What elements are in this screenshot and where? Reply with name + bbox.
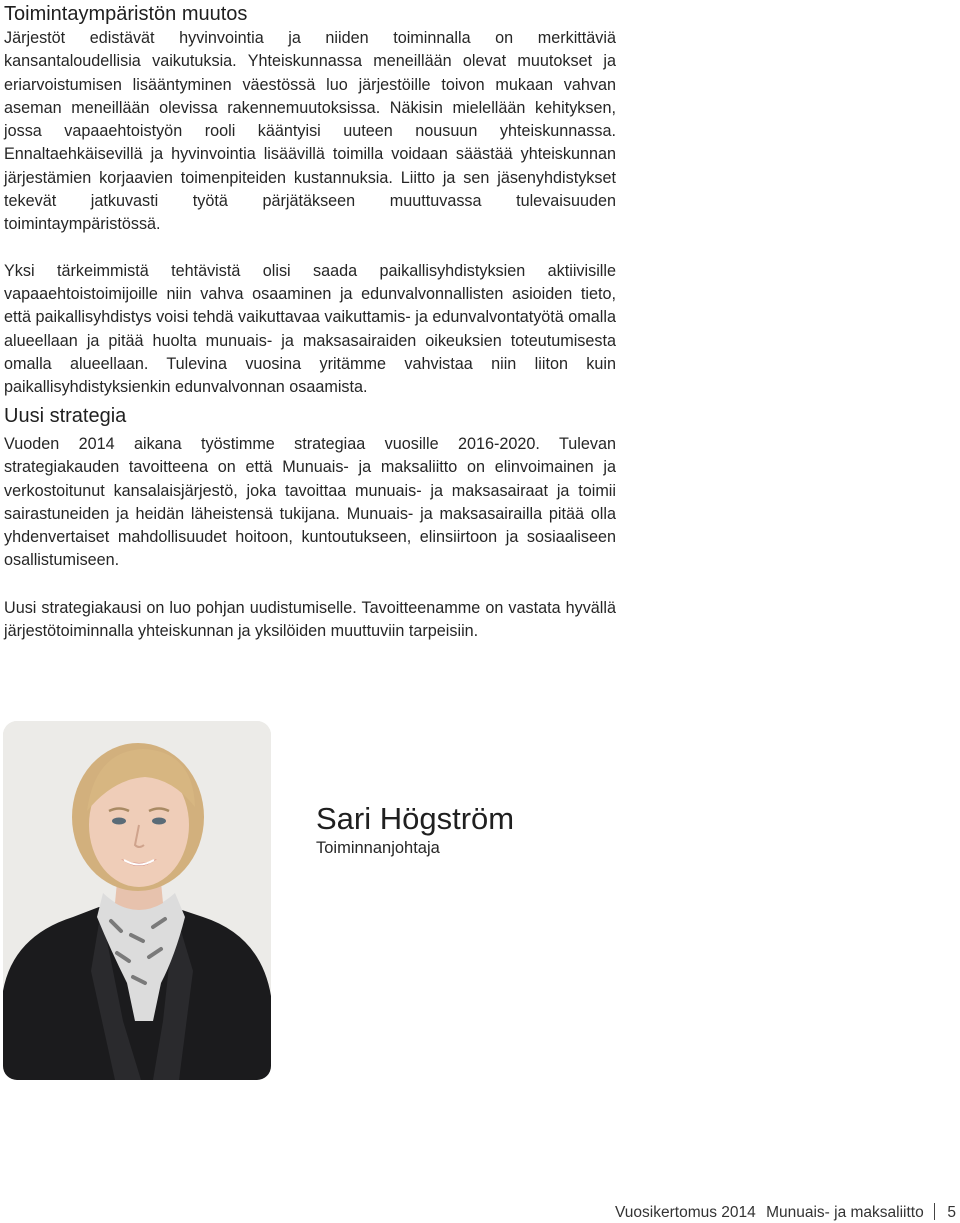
footer-separator	[934, 1203, 935, 1220]
footer-publication: Vuosikertomus 2014	[615, 1204, 756, 1221]
person-caption	[316, 800, 514, 858]
page-footer	[615, 1203, 956, 1223]
body-paragraph: Järjestöt edistävät hyvinvointia ja niiden toiminnalla on merkittäviä kansantaloudellisia vaikutuksia. Yhteiskunnassa meneillään olevat muutokset ja eriarvoistumisen lisääntyminen väestössä luo järjestöille toivon mukaan vahvan aseman meneillään olevissa rakennemuutoksissa. Näkisin mielellään kehityksen, jossa vapaaehtoistyön rooli kääntyisi uuteen nousuun yhteiskunnassa. Ennaltaehkäisevillä ja hyvinvointia lisäävillä toimilla voidaan säästää yhteiskunnan järjestämien korjaavien toimenpiteiden kustannuksia. Liitto ja sen jäsenyhdistykset tekevät jatkuvasti työtä pärjätäkseen muuttuvassa tulevaisuuden toimintaympäristössä.	[4, 29, 616, 234]
section-heading: Uusi strategia	[4, 405, 127, 427]
footer-organization: Munuais- ja maksaliitto	[766, 1204, 924, 1221]
person-name: Sari Högström	[316, 801, 515, 836]
body-paragraph: Uusi strategiakausi on luo pohjan uudistumiselle. Tavoitteenamme on vastata hyvällä järjestötoiminnalla yhteiskunnan ja yksilöiden muuttuviin tarpeisiin.	[4, 598, 616, 641]
section-toimintaymparisto	[4, 2, 616, 399]
page-number: 5	[947, 1204, 956, 1221]
portrait-illustration	[3, 721, 271, 1080]
section-heading: Toimintaympäristön muutos	[4, 3, 248, 25]
section-uusi-strategia	[4, 404, 616, 643]
body-paragraph: Vuoden 2014 aikana työstimme strategiaa vuosille 2016-2020. Tulevan strategiakauden tavoitteena on että Munuais- ja maksaliitto on elinvoimainen ja verkostoitunut kansalaisjärjestö, joka tavoittaa munuais- ja maksasairaat ja toimii sairastuneiden ja heidän läheistensä tukijana. Munuais- ja maksasairailla pitää olla yhdenvertaiset mahdollisuudet hoitoon, kuntoutukseen, elinsiirtoon ja sosiaaliseen osallistumiseen.	[4, 435, 616, 570]
body-paragraph: Yksi tärkeimmistä tehtävistä olisi saada paikallisyhdistyksien aktiivisille vapaaehtoistoimijoille niin vahva osaaminen ja edunvalvonnallisten asioiden tieto, että paikallisyhdistys voisi tehdä vaikuttavaa vaikuttamis- ja edunvalvontatyötä omalla alueellaan ja pitää huolta munuais- ja maksasairaiden oikeuksien toteutumisesta omalla alueellaan. Tulevina vuosina yritämme vahvistaa niin liiton kuin paikallisyhdistyksienkin edunvalvonnan osaamista.	[4, 261, 616, 397]
portrait-photo	[3, 721, 271, 1080]
person-title: Toiminnanjohtaja	[316, 839, 440, 857]
